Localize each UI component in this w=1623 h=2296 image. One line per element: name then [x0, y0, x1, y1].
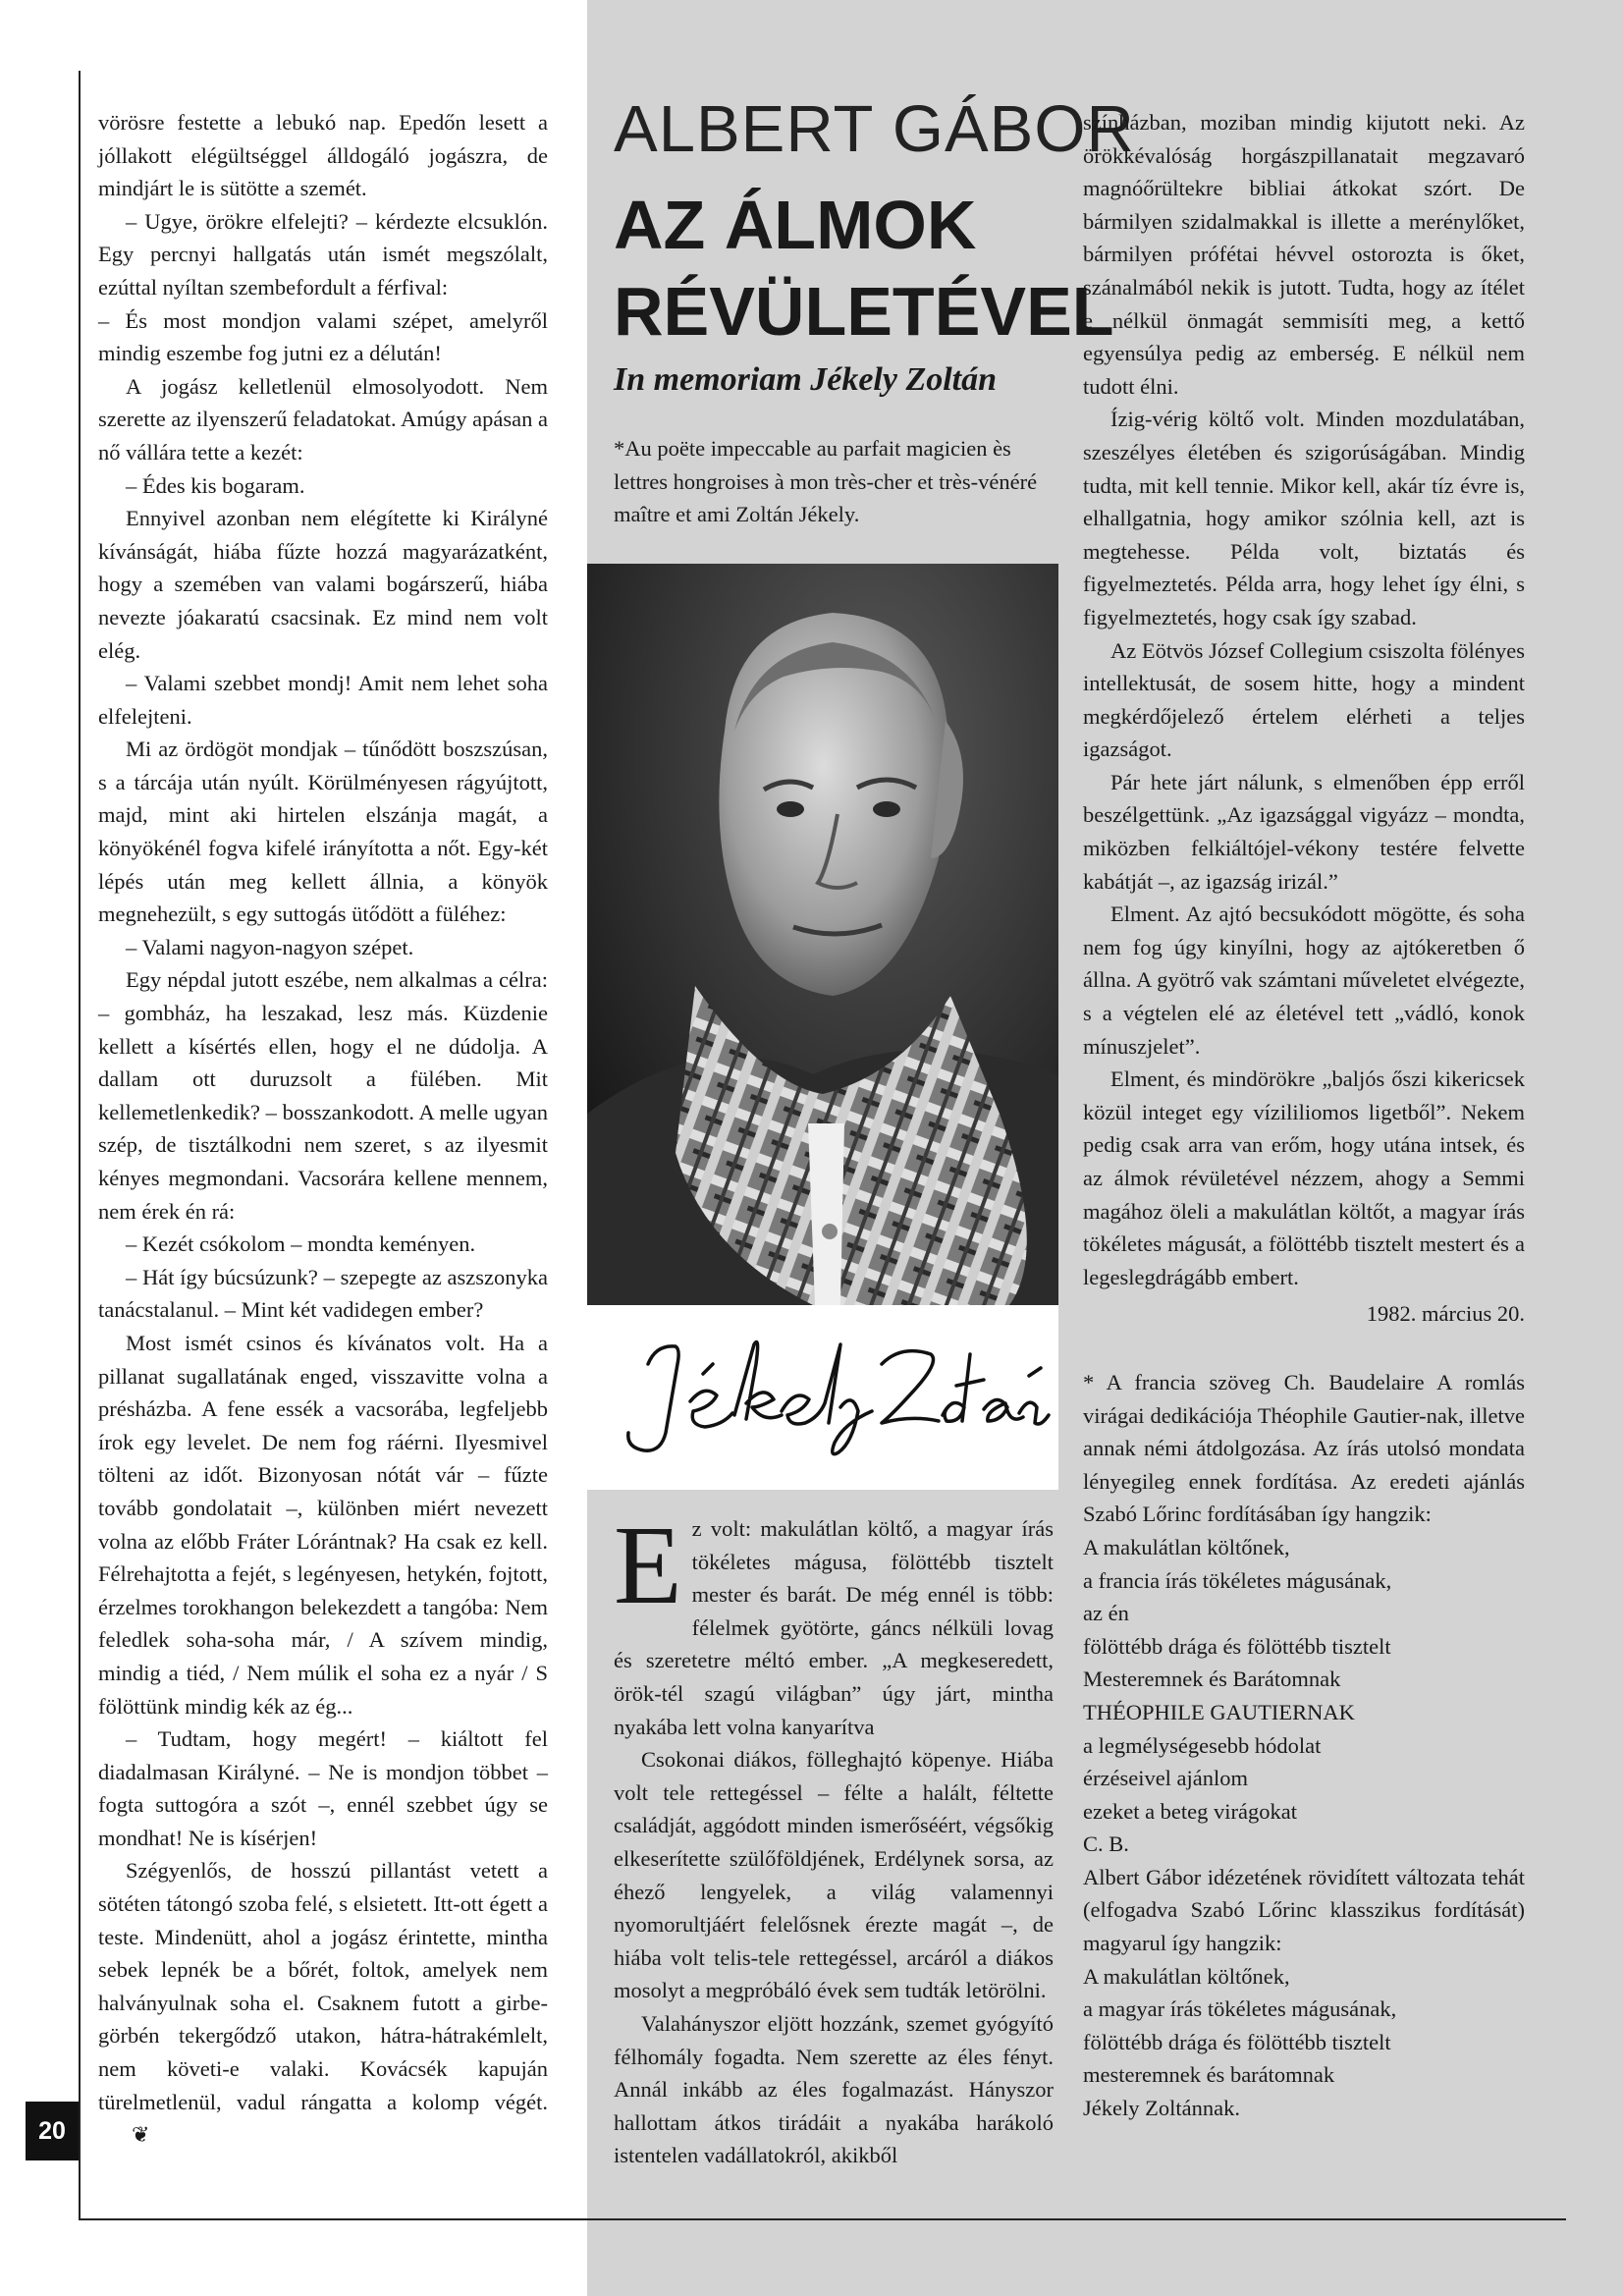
middle-column-paragraph: Csokonai diákos, fölleghajtó köpenye. Hiába volt tele rettegéssel – félte a halált, féltette családját, aggódott minden ismerőséért, végsőkig elkeserítette szülőföldjének, Erdélynek sorsa, az éhező lengyelek, a világ valamennyi nyomorultjáért felelősnek érezte magát –, de hiába volt telis-tele rettegéssel, arcáról a diákos mosolyt a megpróbáló évek sem tudták letörölni. — [614, 1747, 1054, 2003]
right-column-paragraph: Mesteremnek és Barátomnak — [1083, 1667, 1341, 1692]
right-column-paragraph: Elment. Az ajtó becsukódott mögötte, és soha nem fog úgy kinyílni, hogy az ajtókeretben ő állna. A gyötrő vak számtani műveletet elvégezte, s a végtelen elé az életével tett „vádló, konok mínuszjelet”. — [1083, 902, 1525, 1059]
right-column-paragraph: érzéseivel ajánlom — [1083, 1766, 1249, 1791]
right-column-paragraph: fölöttébb drága és fölöttébb tisztelt — [1083, 1633, 1391, 1659]
right-column-paragraph: a magyar írás tökéletes mágusának, — [1083, 1996, 1397, 2022]
signature-handwriting — [587, 1305, 1058, 1490]
right-column-paragraph: THÉOPHILE GAUTIERNAK — [1083, 1699, 1355, 1724]
right-column-paragraph: Albert Gábor idézetének rövidített változata tehát (elfogadva Szabó Lőrinc klasszikus fordítását) magyarul így hangzik: — [1083, 1864, 1525, 1956]
right-column-paragraph: Elment, és mindörökre „baljós őszi kikericsek közül integet egy vízililiomos ligetből”. Nekem pedig csak arra van erőm, hogy utána intsek, és az álmok révületével nézzem, ahogy a Semmi magához öleli a makulátlan költőt, a magyar írás tökéletes mágusát, a fölöttébb tisztelt mestert és a legeslegdrágább embert. — [1083, 1066, 1525, 1289]
middle-column-paragraph — [614, 1503, 1054, 1743]
left-column-paragraph: Mi az ördögöt mondjak – tűnődött boszszúsan, s a tárcája után nyúlt. Körülményesen rágyújtott, majd, mint aki hirtelen elszánja magát, a könyökénél fogva kifelé irányította a nőt. Egy-két lépés után meg kellett állnia, a könyök megnehezült, s egy suttogás ütődött a füléhez: — [98, 737, 548, 927]
article-subtitle: In memoriam Jékely Zoltán — [614, 361, 998, 398]
signature-box — [587, 1305, 1058, 1490]
right-column-paragraph: Pár hete járt nálunk, s elmenőben épp erről beszélgettünk. „Az igazsággal vigyázz – mondta, miközben felkiáltójel-vékony testére felvette kabátját –, az igazság irizál.” — [1083, 769, 1525, 894]
article-author: ALBERT GÁBOR — [614, 92, 1135, 166]
left-column-paragraph: Egy népdal jutott eszébe, nem alkalmas a célra: – gombház, ha leszakad, lesz más. Küzdenie kellett a kísértés ellen, hogy el ne dúdolja. A dallam ott duruzsolt a fülében. Mit kellemetlenkedik? – bosszankodott. A melle ugyan szép, de tisztálkodni nem szeret, s az ilyesmit kényes megmondani. Vacsorára kellene mennem, nem érek én rá: — [98, 967, 548, 1224]
right-column-paragraph: az én — [1083, 1601, 1129, 1626]
article-title — [614, 182, 1114, 355]
right-column-paragraph: fölöttébb drága és fölöttébb tisztelt — [1083, 2029, 1391, 2054]
end-of-article-icon: ❦ — [132, 2122, 150, 2148]
left-frame-rule — [79, 71, 81, 2219]
portrait-photo — [587, 564, 1058, 1305]
right-column-paragraph: Ízig-vérig költő volt. Minden mozdulatában, szeszélyes életében és szigorúságában. Mindig tudta, mit kell tennie. Mikor kell, akár tíz évre is, elhallgatnia, hogy amikor szólnia kell, azt is megtehesse. Példa volt, biztatás és figyelmeztetés. Példa arra, hogy lehet így élni, s figyelmeztetés, hogy csak így szabad. — [1083, 407, 1525, 629]
left-column-paragraph: Szégyenlős, de hosszú pillantást vetett a sötéten tátongó szoba felé, s elsietett. Itt-ott égett a teste. Mindenütt, ahol a jogász érintette, mintha sebek lepnék be a bőrét, foltok, amelyek nem halványulnak soha el. Csaknem futott a girbe-görbén tekergődző utakon, hátra-hátrakémlelt, nem követi-e valaki. Kovácsék kapuján türelmetlenül, vadul rángatta a kolomp végét.❦ — [98, 1854, 548, 2151]
left-column-paragraph: – Ugye, örökre elfelejti? – kérdezte elcsuklón. Egy percnyi hallgatás után ismét megszólalt, ezúttal nyíltan szembefordult a férfival: — [98, 208, 548, 300]
page-number: 20 — [26, 2102, 79, 2160]
left-column-paragraph: Most ismét csinos és kívánatos volt. Ha a pillanat sugallatának enged, visszavitte volna a présházba. A fene essék a vacsorába, legfeljebb írok egy levelet. De nem fog ráérni. Ilyesmivel tölteni az időt. Bizonyosan nótát vár – fűzte tovább gondolatait –, különben miért nevezett volna az előbb Fráter Lórántnak? Ha csak ez kell. Félrehajtotta a fejét, s legényesen, hetykén, fojtott, érzelmes torokhangon belekezdett a tangóba: Nem feledlek soha-soha már, / A szívem mindig, mindig a tiéd, / Nem múlik el soha ez a nyár / S fölöttünk mindig kék az ég... — [98, 1330, 548, 1719]
left-column-paragraph: – Édes kis bogaram. — [126, 472, 305, 498]
right-column-paragraph: A makulátlan költőnek, — [1083, 1534, 1290, 1559]
drop-cap-letter: E — [614, 1503, 682, 1627]
left-column-paragraph: – Kezét csókolom – mondta keményen. — [126, 1231, 476, 1257]
right-column-paragraph: a legmélységesebb hódolat — [1083, 1732, 1322, 1758]
left-column-paragraph: – Hát így búcsúzunk? – szepegte az aszszonyka tanácstalanul. – Mint két vadidegen ember? — [98, 1264, 548, 1323]
left-column-paragraph: – Valami nagyon-nagyon szépet. — [126, 934, 414, 959]
right-column-paragraph: Az Eötvös József Collegium csiszolta fölényes intellektusát, de sosem hitte, hogy a mindent megkérdőjelező értelem elérheti a teljes igazságot. — [1083, 637, 1525, 762]
drop-cap-paragraph-text: z volt: makulátlan költő, a magyar írás tökéletes mágusa, fölöttébb tisztelt mester és barát. De még ennél is több: félelmek gyötörte, gáncs nélküli lovag és szeretetre méltó ember. „A megkeseredett, örök-tél szagú világban” úgy járt, mintha nyakába lett volna kanyarítva — [614, 1516, 1054, 1739]
article-title-line-1: AZ ÁLMOK — [614, 187, 977, 263]
right-column-paragraph: a francia írás tökéletes mágusának, — [1083, 1567, 1392, 1593]
left-column-paragraph: vörösre festette a lebukó nap. Epedőn lesett a jóllakott elégültséggel álldogáló jogászra, de mindjárt le is sütötte a szemét. — [98, 110, 548, 201]
article-title-line-2: RÉVÜLETÉVEL — [614, 273, 1114, 350]
column-middle-text — [614, 1503, 1054, 2172]
bottom-frame-rule — [79, 2218, 1566, 2220]
left-column-paragraph: – Valami szebbet mondj! Amit nem lehet soha elfelejteni. — [98, 671, 548, 729]
right-column-paragraph: színházban, moziban mindig kijutott neki. Az örökkévalóság horgászpillanatait megzavaró magnóőrültekre bibliai átkokat szórt. De bármilyen szidalmakkal is illette a merénylőket, bármilyen prófétai hévvel ostorozta is őket, szánalmából nekik is jutott. Tudta, hogy az ítélet e nélkül önmagát semmisíti meg, a kettő egyensúlya pedig az emberség. E nélkül nem tudott élni. — [1083, 110, 1525, 399]
right-column-paragraph: Jékely Zoltánnak. — [1083, 2096, 1240, 2121]
right-column-paragraph: C. B. — [1083, 1831, 1129, 1857]
left-column-paragraph: Ennyivel azonban nem elégítette ki Királyné kívánságát, hiába fűzte hozzá magyarázatként, hogy a szemében van valami bogárszerű, hiába nevezte jóakaratú csacsinak. Ez mind nem volt elég. — [98, 506, 548, 663]
left-column-paragraph: A jogász kelletlenül elmosolyodott. Nem szerette az ilyenszerű feladatokat. Amúgy apásan a nő vállára tette a kezét: — [98, 373, 548, 465]
right-column-paragraph: 1982. március 20. — [1366, 1301, 1525, 1327]
middle-column-paragraph: Valahányszor eljött hozzánk, szemet gyógyító félhomály fogadta. Nem szerette az éles fényt. Annál inkább az éles fogalmazást. Hányszor hallottam átkos tirádáit a nyakába harákoló istentelen vadállatokról, akikből — [614, 2010, 1054, 2168]
french-motto: *Au poëte impeccable au parfait magicien ès lettres hongroises à mon très-cher et très-vénéré maître et ami Zoltán Jékely. — [614, 436, 1038, 527]
right-column-paragraph: ezeket a beteg virágokat — [1083, 1798, 1298, 1824]
column-right — [1083, 106, 1525, 2125]
right-column-paragraph: * A francia szöveg Ch. Baudelaire A romlás virágai dedikációja Théophile Gautier-nak, illetve annak némi átdolgozása. Az írás utolsó mondata lényegileg ennek fordítása. Az eredeti ajánlás Szabó Lőrinc fordításában így hangzik: — [1083, 1369, 1525, 1527]
column-left — [98, 106, 548, 2152]
left-column-paragraph: – Tudtam, hogy megért! – kiáltott fel diadalmasan Királyné. – Ne is mondjon többet – fogta suttogóra a szót –, ennél szebbet úgy se mondhat! Ne is kísérjen! — [98, 1726, 548, 1850]
right-column-paragraph: mesteremnek és barátomnak — [1083, 2062, 1335, 2088]
left-column-paragraph: – És most mondjon valami szépet, amelyről mindig eszembe fog jutni ez a délután! — [98, 307, 548, 366]
right-column-paragraph: A makulátlan költőnek, — [1083, 1963, 1290, 1989]
